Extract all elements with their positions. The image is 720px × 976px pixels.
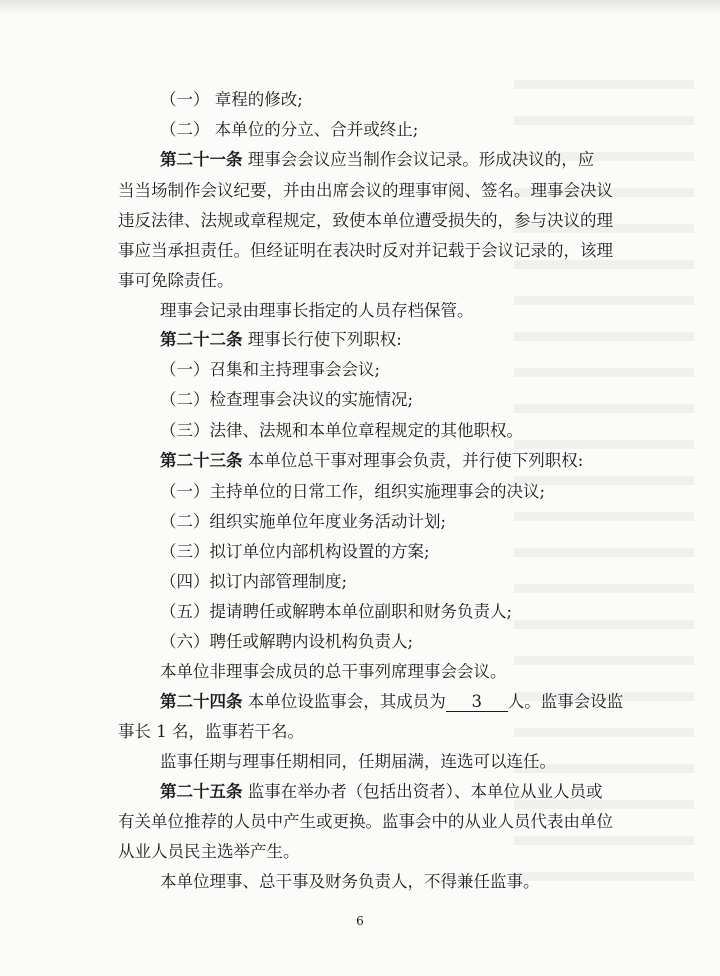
- item-amend-charter: （一） 章程的修改;: [160, 90, 303, 109]
- article-number: 第二十二条: [160, 330, 243, 349]
- member-count-blank: 3: [446, 693, 508, 712]
- list-item: （二）组织实施单位年度业务活动计划;: [160, 512, 447, 531]
- paragraph-line: 事可免除责任。: [118, 271, 234, 290]
- list-item: （一）主持单位的日常工作，组织实施理事会的决议;: [160, 482, 546, 501]
- paragraph-line: 本单位理事、总干事及财务负责人，不得兼任监事。: [160, 872, 540, 891]
- paragraph-line: 本单位非理事会成员的总干事列席理事会会议。: [160, 662, 507, 681]
- paragraph-line: 有关单位推荐的人员中产生或更换。监事会中的从业人员代表由单位: [118, 812, 613, 831]
- page-number: 6: [356, 914, 364, 928]
- list-item: （五）提请聘任或解聘本单位副职和财务负责人;: [160, 602, 513, 621]
- list-item: （三）拟订单位内部机构设置的方案;: [160, 542, 430, 561]
- article-text: 本单位设监事会，其成员为: [242, 692, 446, 711]
- article-text-continued: 人。监事会设监: [507, 692, 624, 711]
- paragraph-line: 理事会记录由理事长指定的人员存档保管。: [160, 301, 474, 320]
- article-text: 理事会会议应当制作会议记录。形成决议的，应: [242, 150, 595, 169]
- list-item: （一）召集和主持理事会会议;: [160, 360, 381, 379]
- item-merge-dissolve: （二） 本单位的分立、合并或终止;: [160, 120, 419, 139]
- article-number: 第二十一条: [160, 150, 243, 169]
- article-21-heading: [160, 150, 594, 170]
- article-text: 本单位总干事对理事会负责，并行使下列职权:: [242, 451, 584, 470]
- list-item: （二）检查理事会决议的实施情况;: [160, 390, 414, 409]
- article-23-heading: [160, 451, 583, 471]
- paragraph-line: 当当场制作会议纪要，并由出席会议的理事审阅、签名。理事会决议: [118, 181, 613, 200]
- list-item: （六）聘任或解聘内设机构负责人;: [160, 632, 414, 651]
- article-22-heading: [160, 330, 402, 350]
- article-number: 第二十五条: [160, 782, 243, 801]
- scan-shadow: [0, 0, 720, 14]
- article-text: 理事长行使下列职权:: [242, 330, 402, 349]
- article-text: 监事在举办者（包括出资者）、本单位从业人员或: [242, 782, 603, 801]
- list-item: （三）法律、法规和本单位章程规定的其他职权。: [160, 421, 523, 440]
- paragraph-line: 事长 1 名，监事若干名。: [118, 722, 304, 741]
- article-number: 第二十三条: [160, 451, 243, 470]
- paragraph-line: 事应当承担责任。但经证明在表决时反对并记载于会议记录的，该理: [118, 241, 613, 260]
- article-number: 第二十四条: [160, 692, 243, 711]
- paragraph-line: 违反法律、法规或章程规定，致使本单位遭受损失的，参与决议的理: [118, 211, 613, 230]
- paragraph-line: 从业人员民主选举产生。: [118, 842, 300, 861]
- paragraph-line: 监事任期与理事任期相同，任期届满，连选可以连任。: [160, 752, 556, 771]
- list-item: （四）拟订内部管理制度;: [160, 572, 348, 591]
- article-25-heading: [160, 782, 603, 802]
- article-24-heading: [160, 692, 623, 712]
